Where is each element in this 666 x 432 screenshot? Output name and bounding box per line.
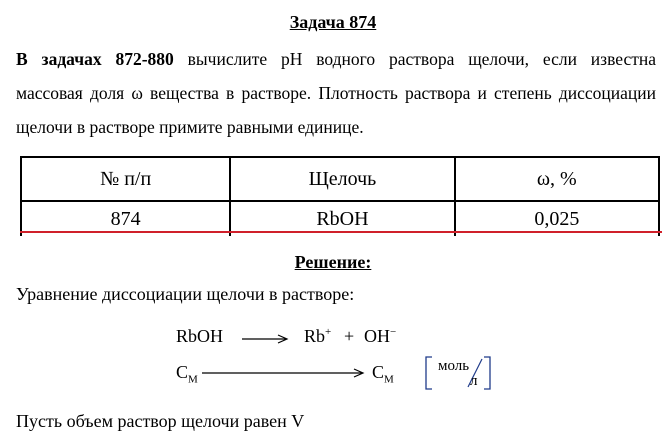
- unit-numerator: моль: [438, 358, 470, 374]
- problem-bold-prefix: В задачах 872-880: [16, 49, 174, 69]
- dissociation-intro: Уравнение диссоциации щелочи в растворе:: [16, 284, 355, 304]
- table-header-cell: ω, %: [455, 157, 659, 201]
- table-bottom-red-line: [20, 231, 662, 233]
- table-header-cell: № п/п: [21, 157, 230, 201]
- problem-line-3: щелочи в растворе примите равными единице.: [16, 117, 364, 137]
- product-oh-ion: [364, 326, 396, 347]
- concentration-left: [176, 362, 198, 386]
- reactant-formula: RbOH: [176, 326, 224, 346]
- rb-charge: +: [325, 326, 332, 338]
- plus-sign: +: [344, 326, 355, 346]
- cutoff-text-line: Пусть объем раствор щелочи равен V: [16, 411, 305, 431]
- problem-line-1-rest: вычислите pH водного раствора щелочи, если известна: [173, 49, 656, 69]
- problem-title: Задача 874: [289, 12, 377, 32]
- unit-bracket: [424, 356, 492, 390]
- table-header-cell: Щелочь: [230, 157, 454, 201]
- solution-heading: Решение:: [294, 252, 372, 272]
- unit-denominator: л: [470, 373, 478, 389]
- conc-right-subscript: М: [384, 373, 394, 386]
- data-table: [20, 156, 660, 236]
- problem-statement: [16, 42, 656, 144]
- rb-symbol: Rb: [304, 326, 326, 346]
- conc-left-subscript: М: [188, 373, 198, 386]
- table-header-row: [21, 157, 659, 201]
- table-cell: 0,025: [455, 201, 659, 236]
- product-rb-ion: [304, 326, 331, 347]
- conc-right-symbol: C: [372, 362, 385, 382]
- problem-line-2: массовая доля ω вещества в растворе. Плотность раствора и степень диссоциации: [16, 83, 656, 103]
- reaction-arrow-icon: [242, 334, 290, 344]
- oh-symbol: OH: [364, 326, 390, 346]
- problem-line-1: [16, 42, 656, 76]
- concentration-right: [372, 362, 394, 386]
- conc-left-symbol: C: [176, 362, 189, 382]
- concentration-arrow-icon: [202, 368, 366, 378]
- table-cell: 874: [21, 201, 230, 236]
- oh-charge: −: [390, 326, 397, 338]
- table-cell: RbOH: [230, 201, 454, 236]
